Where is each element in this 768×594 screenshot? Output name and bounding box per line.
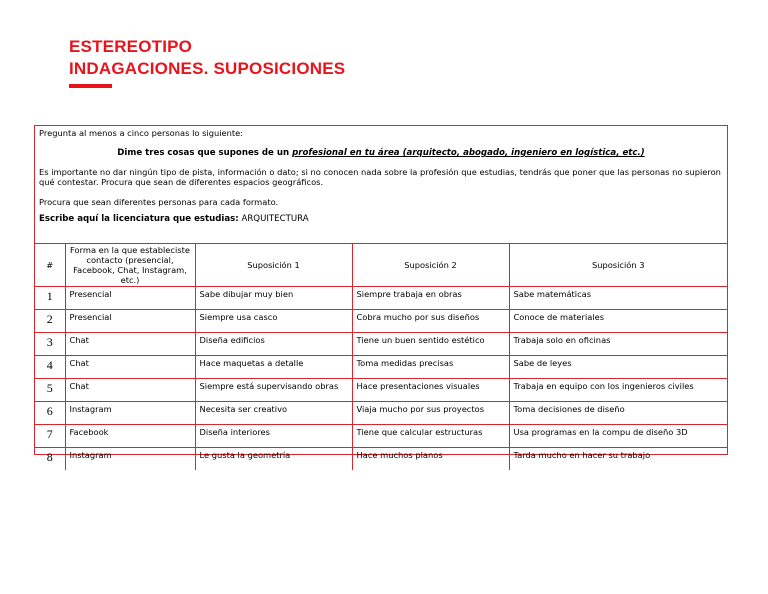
suposicion-2-cell: Hace muchos planos: [352, 448, 509, 471]
contact-cell: Chat: [65, 356, 195, 379]
suposicion-3-cell: Trabaja en equipo con los ingenieros civiles: [509, 379, 727, 402]
header-suposicion-3: Suposición 3: [509, 244, 727, 287]
row-number: 2: [35, 310, 65, 333]
suposicion-3-cell: Usa programas en la compu de diseño 3D: [509, 425, 727, 448]
suposicion-1-cell: Diseña edificios: [195, 333, 352, 356]
header-number: #: [35, 244, 65, 287]
instruction-line: Pregunta al menos a cinco personas lo siguiente:: [39, 128, 244, 138]
suposicion-3-cell: Trabaja solo en oficinas: [509, 333, 727, 356]
title-underline: [69, 84, 112, 88]
career-label: Escribe aquí la licenciatura que estudias:: [39, 214, 239, 224]
title-line-2: INDAGACIONES. SUPOSICIONES: [69, 59, 346, 78]
suposicion-3-cell: Sabe de leyes: [509, 356, 727, 379]
suposicion-1-cell: Hace maquetas a detalle: [195, 356, 352, 379]
title-line-1: ESTEREOTIPO: [69, 37, 193, 56]
question-emphasis: profesional en tu área (arquitecto, abogado, ingeniero en logística, etc.): [292, 148, 645, 158]
suposicion-2-cell: Toma medidas precisas: [352, 356, 509, 379]
suposicion-3-cell: Toma decisiones de diseño: [509, 402, 727, 425]
survey-table: [35, 244, 727, 470]
row-number: 1: [35, 287, 65, 310]
page-title: [69, 36, 345, 80]
suposicion-2-cell: Tiene que calcular estructuras: [352, 425, 509, 448]
instruction-paragraph-2: Procura que sean diferentes personas para cada formato.: [39, 197, 279, 207]
suposicion-3-cell: Conoce de materiales: [509, 310, 727, 333]
contact-cell: Instagram: [65, 448, 195, 471]
table-row: [35, 333, 727, 356]
table-row: [35, 425, 727, 448]
table-row: [35, 310, 727, 333]
contact-cell: Facebook: [65, 425, 195, 448]
instructions: [35, 126, 727, 244]
table-header-row: [35, 244, 727, 287]
contact-cell: Chat: [65, 379, 195, 402]
header-suposicion-1: Suposición 1: [195, 244, 352, 287]
row-number: 6: [35, 402, 65, 425]
career-field: [39, 214, 723, 224]
table-row: [35, 356, 727, 379]
contact-cell: Chat: [65, 333, 195, 356]
row-number: 8: [35, 448, 65, 471]
career-value: ARQUITECTURA: [238, 214, 309, 224]
suposicion-1-cell: Diseña interiores: [195, 425, 352, 448]
suposicion-1-cell: Siempre está supervisando obras: [195, 379, 352, 402]
contact-cell: Presencial: [65, 310, 195, 333]
suposicion-2-cell: Viaja mucho por sus proyectos: [352, 402, 509, 425]
suposicion-3-cell: Sabe matemáticas: [509, 287, 727, 310]
row-number: 3: [35, 333, 65, 356]
suposicion-1-cell: Siempre usa casco: [195, 310, 352, 333]
table-row: [35, 287, 727, 310]
worksheet-box: [34, 125, 728, 464]
suposicion-2-cell: Cobra mucho por sus diseños: [352, 310, 509, 333]
header-suposicion-2: Suposición 2: [352, 244, 509, 287]
contact-cell: Instagram: [65, 402, 195, 425]
table-row: [35, 448, 727, 471]
row-number: 4: [35, 356, 65, 379]
suposicion-2-cell: Siempre trabaja en obras: [352, 287, 509, 310]
row-number: 5: [35, 379, 65, 402]
suposicion-1-cell: Sabe dibujar muy bien: [195, 287, 352, 310]
contact-cell: Presencial: [65, 287, 195, 310]
question-text: Dime tres cosas que supones de un: [117, 148, 293, 158]
suposicion-3-cell: Tarda mucho en hacer su trabajo: [509, 448, 727, 471]
table-row: [35, 402, 727, 425]
table-row: [35, 379, 727, 402]
suposicion-1-cell: Necesita ser creativo: [195, 402, 352, 425]
suposicion-2-cell: Tiene un buen sentido estético: [352, 333, 509, 356]
suposicion-2-cell: Hace presentaciones visuales: [352, 379, 509, 402]
header-contact: Forma en la que estableciste contacto (presencial, Facebook, Chat, Instagram, etc.): [65, 244, 195, 287]
question: [39, 148, 723, 158]
instruction-paragraph-1: Es importante no dar ningún tipo de pista, información o dato; si no conocen nada sobre la profesión que estudias, tendrás que poner que las personas no supieron qué contestar. Procura que sean de diferentes espacios geográficos.: [39, 167, 721, 187]
suposicion-1-cell: Le gusta la geometría: [195, 448, 352, 471]
row-number: 7: [35, 425, 65, 448]
